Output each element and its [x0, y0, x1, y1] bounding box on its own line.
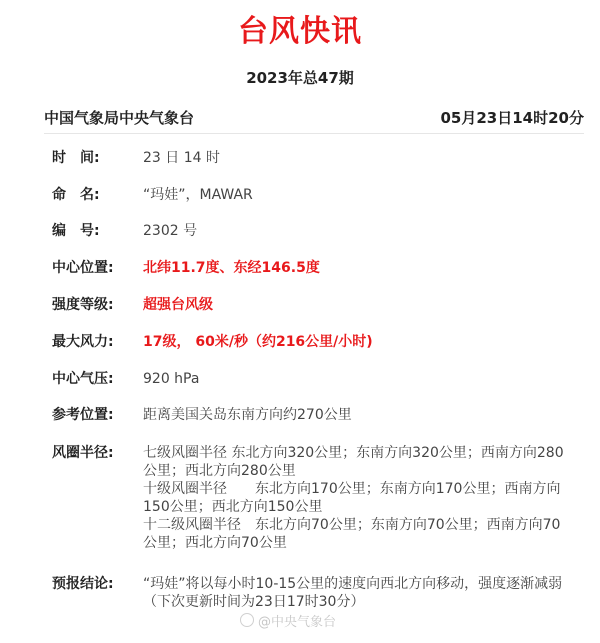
- label-time: 时 间:: [52, 150, 100, 166]
- label-intensity: 强度等级:: [52, 297, 114, 313]
- divider: [44, 133, 584, 134]
- label-pressure: 中心气压:: [52, 371, 114, 387]
- value-time: 23 日 14 时: [143, 150, 220, 166]
- header-row: [44, 107, 584, 128]
- forecast-text: “玛娃”将以每小时10-15公里的速度向西北方向移动，强度逐渐减弱: [143, 576, 563, 592]
- value-radius: [143, 444, 573, 552]
- next-update-note: （下次更新时间为23日17时30分）: [143, 594, 365, 610]
- value-reference: 距离美国关岛东南方向约270公里: [143, 407, 352, 423]
- label-max-wind: 最大风力:: [52, 334, 114, 350]
- label-forecast: 预报结论:: [52, 576, 114, 592]
- value-max-wind: 17级， 60米/秒（约216公里/小时): [143, 334, 373, 350]
- label-number: 编 号:: [52, 223, 100, 239]
- weibo-logo-icon: [240, 613, 254, 627]
- value-forecast: [143, 575, 573, 611]
- label-reference: 参考位置:: [52, 407, 114, 423]
- publish-time: 05月23日14时20分: [440, 109, 584, 127]
- watermark: [240, 611, 336, 630]
- issue-number: 2023年总47期: [246, 69, 354, 87]
- value-name: “玛娃”，MAWAR: [143, 187, 253, 203]
- radius-line-10: 十级风圈半径 东北方向170公里；东南方向170公里；西南方向150公里；西北方向150公里: [143, 481, 561, 515]
- radius-line-12: 十二级风圈半径 东北方向70公里；东南方向70公里；西南方向70公里；西北方向70公里: [143, 517, 561, 551]
- agency-name: 中国气象局中央气象台: [44, 109, 195, 127]
- watermark-text: @中央气象台: [258, 615, 337, 630]
- label-center: 中心位置:: [52, 260, 114, 276]
- radius-line-7: 七级风圈半径 东北方向320公里；东南方向320公里；西南方向280公里；西北方向280公里: [143, 445, 564, 479]
- value-intensity: 超强台风级: [143, 297, 213, 313]
- value-center: 北纬11.7度、东经146.5度: [143, 260, 320, 276]
- page-title: 台风快讯: [238, 14, 362, 49]
- label-name: 命 名:: [52, 187, 100, 203]
- label-radius: 风圈半径:: [52, 445, 114, 461]
- value-pressure: 920 hPa: [143, 371, 200, 387]
- value-number: 2302 号: [143, 223, 198, 239]
